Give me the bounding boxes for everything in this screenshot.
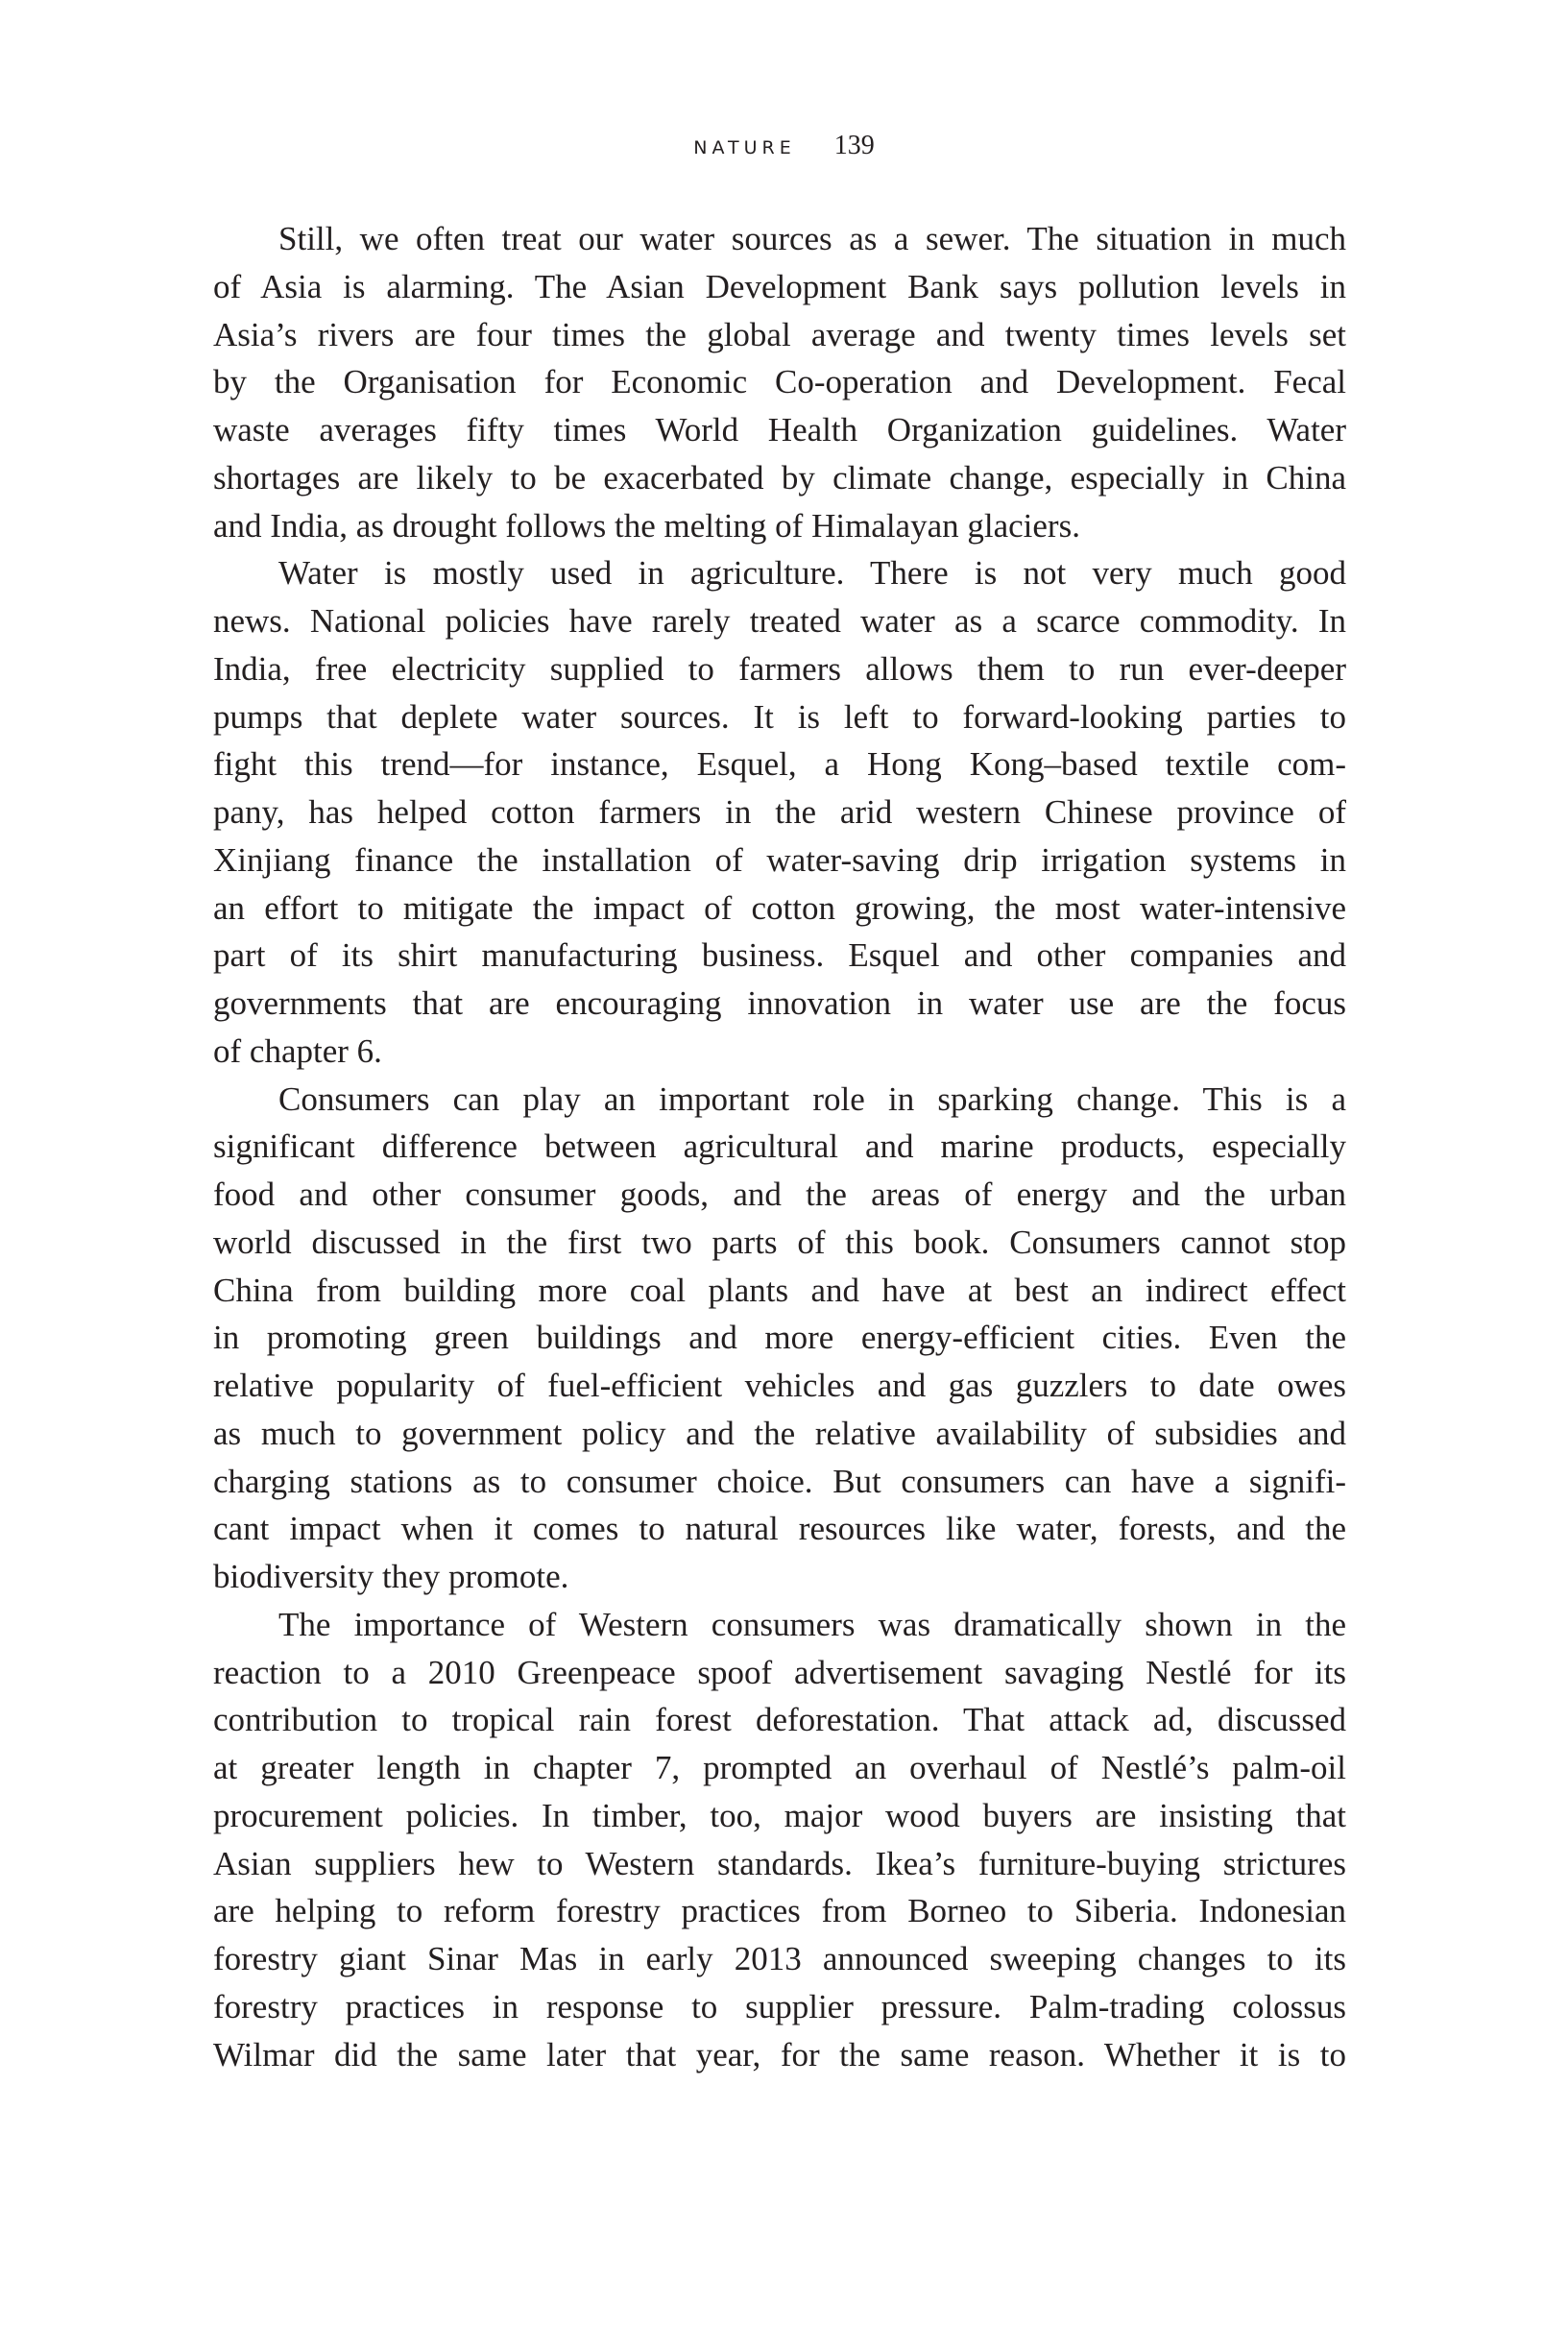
text-line: forestry giant Sinar Mas in early 2013 announced sweeping changes to its [213,1940,1346,1977]
text-line: as much to government policy and the relative availability of subsidies and [213,1414,1346,1452]
text-line: world discussed in the first two parts of this book. Consumers cannot stop [213,1223,1346,1261]
text-line: Xinjiang finance the installation of water-saving drip irrigation systems in [213,840,1346,879]
paragraph-consumers-role [213,1076,1346,1601]
text-line: and India, as drought follows the melting of Himalayan glaciers. [213,506,1080,545]
text-line: contribution to tropical rain forest deforestation. That attack ad, discussed [213,1701,1346,1739]
section-title: NATURE [693,137,796,158]
text-line: governments that are encouraging innovation in water use are the focus [213,984,1346,1022]
running-head [0,131,1568,161]
text-line: India, free electricity supplied to farmers allows them to run ever-deeper [213,649,1346,688]
text-line: shortages are likely to be exacerbated by climate change, especially in China [213,458,1346,497]
text-line: are helping to reform forestry practices from Borneo to Siberia. Indonesian [213,1892,1346,1930]
text-line: significant difference between agricultural and marine products, especially [213,1128,1346,1166]
text-line: China from building more coal plants and have at best an indirect effect [213,1271,1346,1309]
text-line: at greater length in chapter 7, prompted an overhaul of Nestlé’s palm-oil [213,1749,1346,1786]
text-line: pumps that deplete water sources. It is left to forward-looking parties to [213,697,1346,736]
page-number: 139 [833,131,875,160]
text-line: Asia’s rivers are four times the global average and twenty times levels set [213,315,1346,353]
text-line: procurement policies. In timber, too, major wood buyers are insisting that [213,1796,1346,1834]
text-line: of chapter 6. [213,1031,382,1070]
text-line: pany, has helped cotton farmers in the arid western Chinese province of [213,793,1346,831]
text-line: waste averages fifty times World Health Organization guidelines. Water [213,411,1346,449]
text-line: fight this trend—for instance, Esquel, a Hong Kong–based textile com- [213,745,1346,784]
body-text [213,215,1346,2078]
text-line: in promoting green buildings and more energy-efficient cities. Even the [213,1319,1346,1357]
text-line: part of its shirt manufacturing business. Esquel and other companies and [213,936,1346,975]
text-line: news. National policies have rarely treated water as a scarce commodity. In [213,602,1346,640]
text-line: of Asia is alarming. The Asian Development Bank says pollution levels in [213,267,1346,305]
text-line: reaction to a 2010 Greenpeace spoof advertisement savaging Nestlé for its [213,1653,1346,1691]
text-line: Still, we often treat our water sources as a sewer. The situation in much [278,220,1346,257]
text-line: charging stations as to consumer choice. But consumers can have a signifi- [213,1462,1346,1500]
text-line: Consumers can play an important role in sparking change. This is a [278,1079,1346,1118]
paragraph-water-pollution [213,215,1346,549]
text-line: relative popularity of fuel-efficient vehicles and gas guzzlers to date owes [213,1367,1346,1404]
text-line: Water is mostly used in agriculture. There is not very much good [278,554,1346,593]
paragraph-water-agriculture [213,549,1346,1075]
text-line: food and other consumer goods, and the areas of energy and the urban [213,1176,1346,1213]
text-line: an effort to mitigate the impact of cotton growing, the most water-intensive [213,888,1346,927]
text-line: forestry practices in response to supplier pressure. Palm-trading colossus [213,1987,1346,2025]
text-line: Asian suppliers hew to Western standards. Ikea’s furniture-buying strictures [213,1844,1346,1882]
text-line: cant impact when it comes to natural resources like water, forests, and the [213,1510,1346,1548]
text-line: Wilmar did the same later that year, for the same reason. Whether it is to [213,2035,1346,2073]
text-line: biodiversity they promote. [213,1558,569,1595]
text-line: The importance of Western consumers was dramatically shown in the [278,1605,1346,1643]
paragraph-western-consumers [213,1601,1346,2079]
text-line: by the Organisation for Economic Co-operation and Development. Fecal [213,363,1346,401]
